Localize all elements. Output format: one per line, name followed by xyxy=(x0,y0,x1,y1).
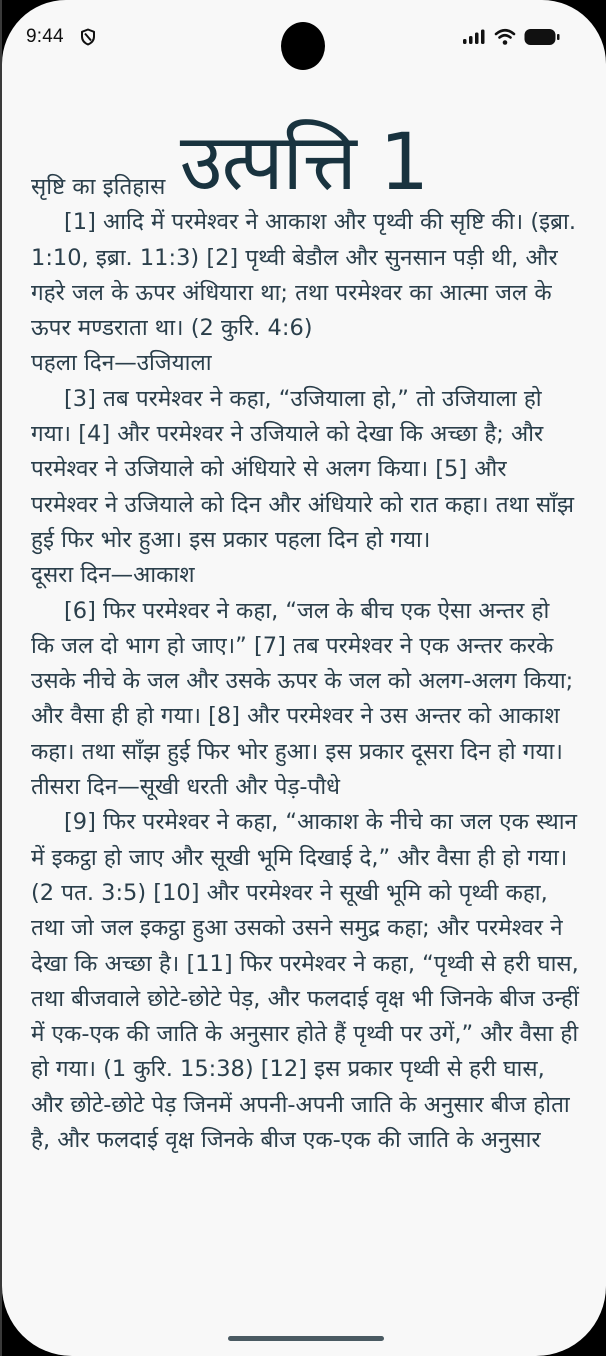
section-heading: पहला दिन—उजियाला xyxy=(31,350,212,377)
section-text: [1] आदि में परमेश्वर ने आकाश और पृथ्वी की सृष्टि की। (इब्रा. 1:10, इब्रा. 11:3) [2] पृथ्वी बेडौल और सुनसान पड़ी थी, और गहरे जल के ऊपर अंधियारा था; तथा परमेश्वर का आत्मा जल के ऊपर मण्डराता था। (2 कुरि. 4:6) xyxy=(31,209,576,342)
phone-screen xyxy=(2,0,606,1356)
shield-icon xyxy=(80,28,96,46)
home-indicator-bar[interactable] xyxy=(228,1336,384,1341)
section-heading: दूसरा दिन—आकाश xyxy=(31,562,195,589)
cellular-signal-icon xyxy=(462,29,486,45)
section-heading: सृष्टि का इतिहास xyxy=(31,174,166,200)
battery-icon xyxy=(524,28,560,46)
section-text: [3] तब परमेश्वर ने कहा, “उजियाला हो,” तो उजियाला हो गया। [4] और परमेश्वर ने उजियाले को देखा कि अच्छा है; और परमेश्वर ने उजियाले को अंधियारे से अलग किया। [5] और परमेश्वर ने उजियाले को दिन और अंधियारे को रात कहा। तथा साँझ हुई फिर भोर हुआ। इस प्रकार पहला दिन हो गया। xyxy=(31,385,575,553)
section-text: [6] फिर परमेश्वर ने कहा, “जल के बीच एक ऐसा अन्तर हो कि जल दो भाग हो जाए।” [7] तब परमेश्वर ने एक अन्तर करके उसके नीचे के जल और उसके ऊपर के जल को अलग-अलग किया; और वैसा ही हो गया। [8] और परमेश्वर ने उस अन्तर को आकाश कहा। तथा साँझ हुई फिर भोर हुआ। इस प्रकार दूसरा दिन हो गया। xyxy=(31,597,574,765)
section-heading: तीसरा दिन—सूखी धरती और पेड़-पौधे xyxy=(31,774,341,801)
chapter-title: उत्पत्ति 1 xyxy=(179,118,429,209)
section-text: [9] फिर परमेश्वर ने कहा, “आकाश के नीचे का जल एक स्थान में इकट्ठा हो जाए और सूखी भूमि दिखाई दे,” और वैसा ही हो गया। (2 पत. 3:5) [10] और परमेश्वर ने सूखी भूमि को पृथ्वी कहा, तथा जो जल इकट्ठा हुआ उसको उसने समुद्र कहा; और परमेश्वर ने देखा कि अच्छा है। [11] फिर परमेश्वर ने कहा, “पृथ्वी से हरी घास, तथा बीजवाले छोटे-छोटे पेड़, और फलदाई वृक्ष भी जिनके बीज उन्हीं में एक-एक की जाति के अनुसार होते हैं पृथ्वी पर उगें,” और वैसा ही हो गया। (1 कुरि. 15:38) [12] इस प्रकार पृथ्वी से हरी घास, और छोटे-छोटे पेड़ जिनमें अपनी-अपनी जाति के अनुसार बीज होता है, और फलदाई वृक्ष जिनके बीज एक-एक की जाति के अनुसार xyxy=(31,809,579,1154)
chapter-content xyxy=(31,170,579,1158)
status-time: 9:44 xyxy=(26,26,64,47)
device-bezel-edge xyxy=(0,0,2,1356)
front-camera-cutout xyxy=(281,22,325,70)
wifi-icon xyxy=(494,28,516,46)
status-icons xyxy=(462,28,560,46)
